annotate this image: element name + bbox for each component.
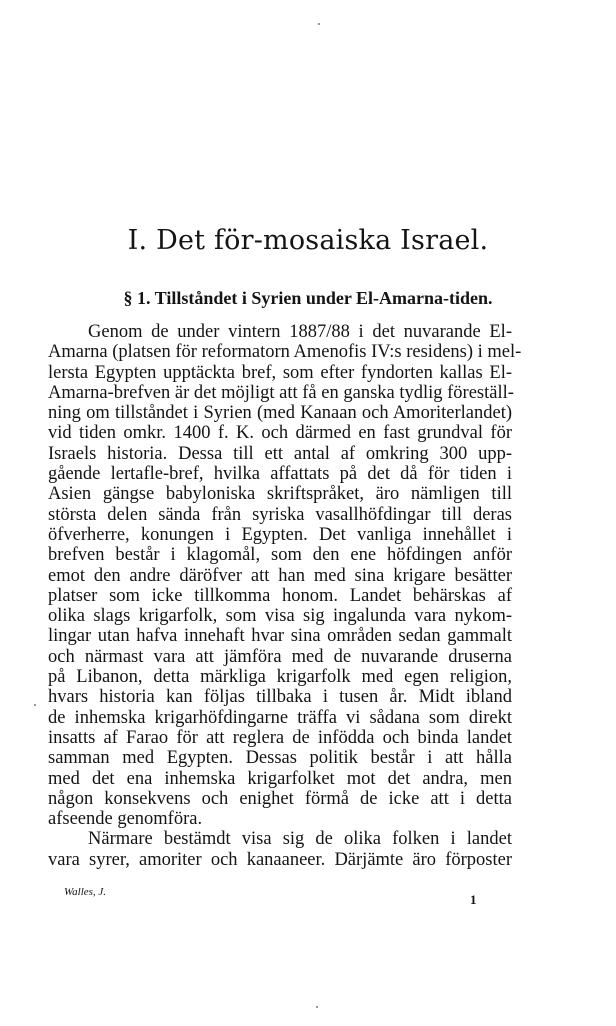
text-line: lersta Egypten upptäckta bref, som efter fyndorten kallas El- [48, 362, 512, 383]
text-line: Genom de under vintern 1887/88 i det nuvarande El- [88, 322, 512, 342]
text-line: Amarna (platsen för reformatorn Amenofis IV:s residens) i mel- [48, 342, 522, 363]
text-line: vara syrer, amoriter och kanaaneer. Därjämte äro förposter [48, 849, 512, 870]
text-line: brefven består i klagomål, som den ene höfdingen anför [48, 545, 512, 566]
signature-mark: Walles, J. [64, 886, 107, 898]
scan-speck [34, 704, 36, 706]
chapter-title: I. Det för-mosaiska Israel. [127, 225, 489, 256]
page-number: 1 [470, 892, 477, 907]
text-line: insatts af Farao för att reglera de infödda och binda landet [48, 727, 512, 748]
scan-speck [318, 23, 320, 25]
text-line: största delen sända från syriska vasallhöfdingar till deras [48, 504, 512, 525]
text-line: samman med Egypten. Dessas politik består i att hålla [48, 748, 512, 769]
text-line: olika slags krigarfolk, som visa sig ingalunda vara nykom- [48, 606, 512, 627]
text-line: afseende genomföra. [48, 809, 203, 830]
text-line: och närmast vara att jämföra med de nuvarande druserna [48, 646, 512, 667]
body-text [48, 322, 522, 870]
text-line: Asien gängse babyloniska skriftspråket, äro nämligen till [48, 484, 512, 505]
text-line: öfverherre, konungen i Egypten. Det vanliga innehållet i [48, 524, 512, 545]
text-line: de inhemska krigarhöfdingarne träffa vi sådana som direkt [48, 707, 512, 728]
text-line: emot den andre däröfver att han med sina krigare besätter [48, 565, 512, 586]
text-line: hvars historia kan följas tillbaka i tusen år. Midt ibland [48, 687, 512, 708]
text-line: någon konsekvens och enighet förmå de icke att i detta [48, 788, 512, 809]
text-line: platser som icke tillkomma honom. Landet behärskas af [48, 585, 512, 606]
text-line: på Libanon, detta märkliga krigarfolk med egen religion, [48, 667, 512, 688]
text-line: gående lertafle-bref, hvilka affattats på det då för tiden i [48, 464, 512, 485]
text-line: Israels historia. Dessa till ett antal af omkring 300 upp- [48, 443, 512, 464]
text-line: Närmare bestämdt visa sig de olika folken i landet [88, 829, 512, 850]
text-line: ning om tillståndet i Syrien (med Kanaan och Amoriterlandet) [48, 403, 512, 424]
text-line: lingar utan hafva innehaft hvar sina områden sedan gammalt [48, 626, 512, 647]
scan-speck [316, 1006, 318, 1008]
text-line: med det ena inhemska krigarfolket mot det andra, men [48, 768, 512, 789]
section-heading: § 1. Tillståndet i Syrien under El-Amarna-tiden. [123, 288, 493, 308]
text-line: Amarna-brefven är det möjligt att få en ganska tydlig föreställ- [48, 382, 514, 403]
text-line: vid tiden omkr. 1400 f. K. och därmed en fast grundval för [48, 423, 512, 444]
